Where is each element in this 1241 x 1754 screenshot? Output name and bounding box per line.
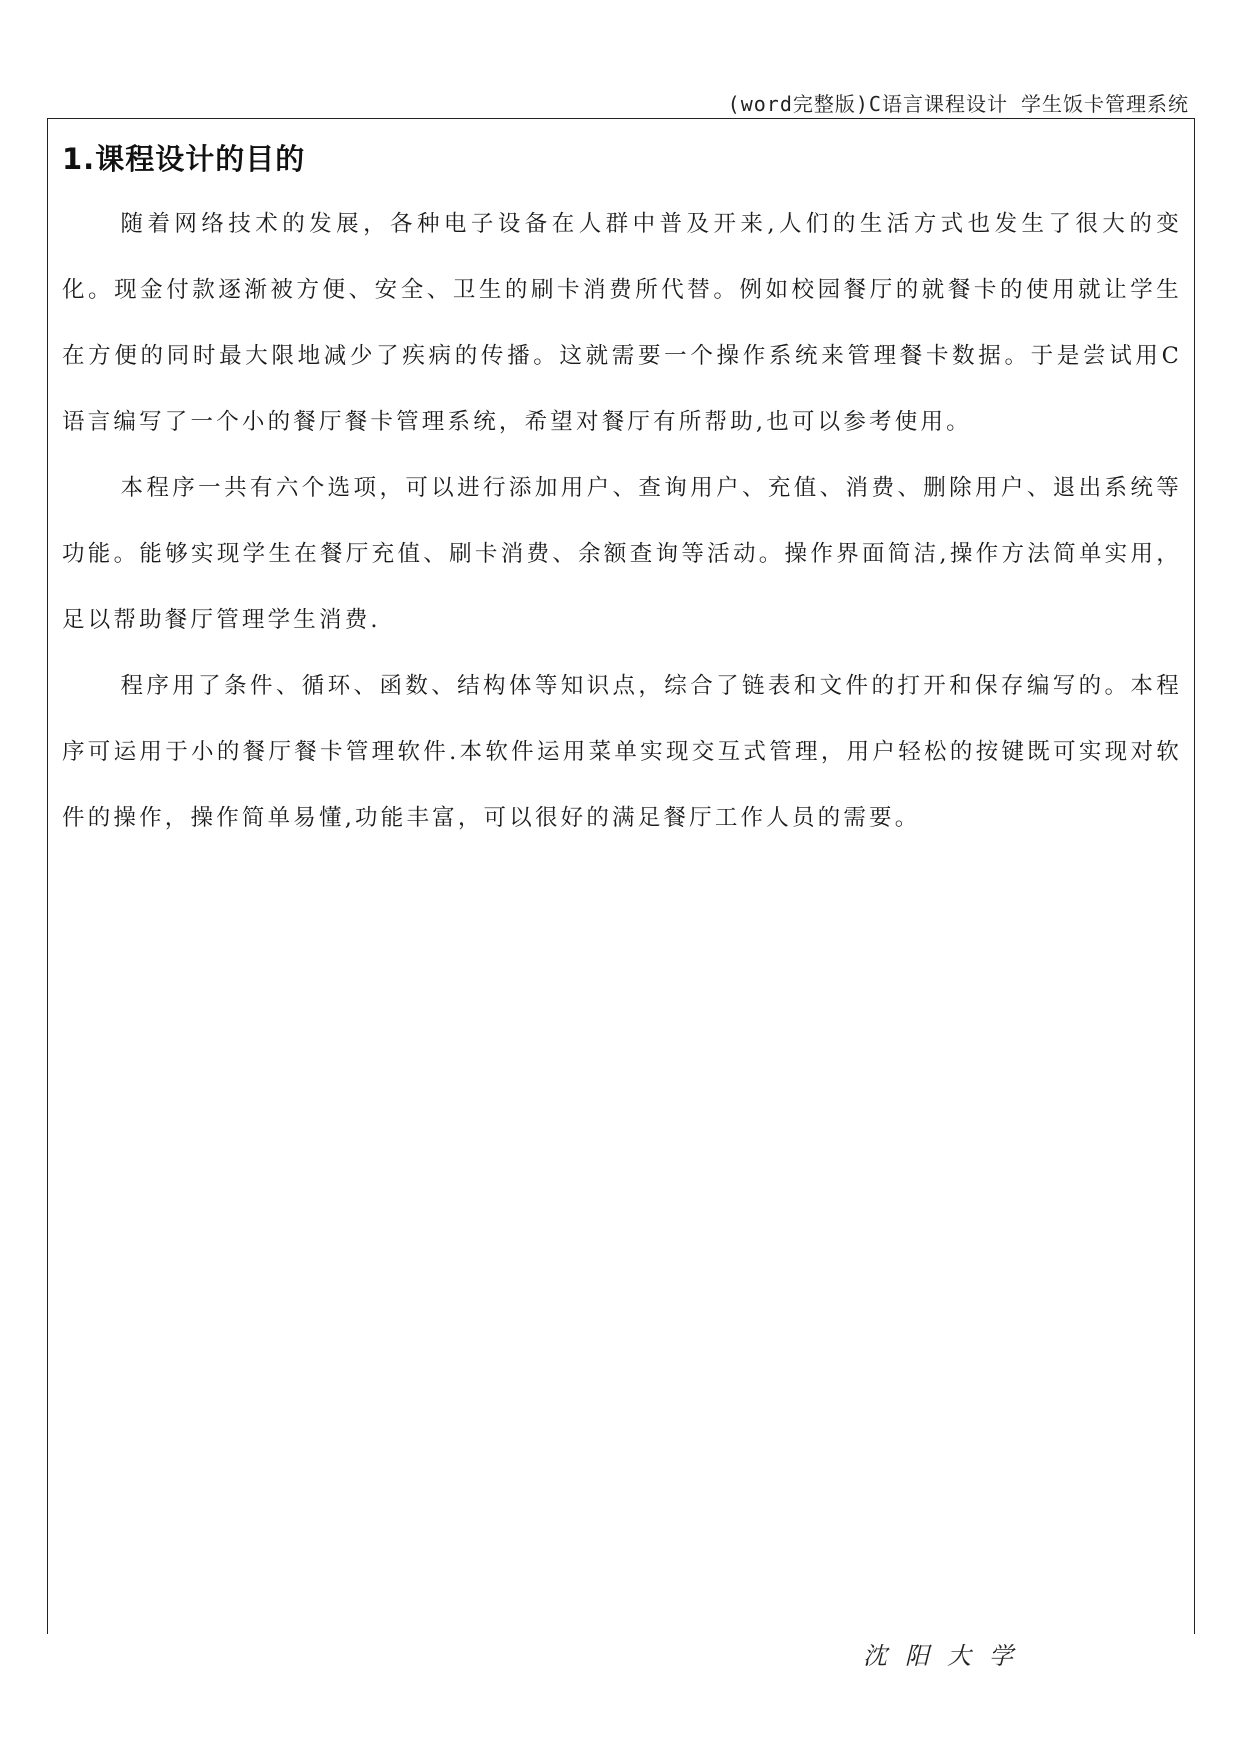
section-heading: 1.课程设计的目的	[62, 142, 306, 176]
body-text	[62, 191, 1182, 851]
running-header: (word完整版)C语言课程设计 学生饭卡管理系统	[727, 92, 1189, 116]
paragraph-purpose-intro: 随着网络技术的发展，各种电子设备在人群中普及开来,人们的生活方式也发生了很大的变化。现金付款逐渐被方便、安全、卫生的刷卡消费所代替。例如校园餐厅的就餐卡的使用就让学生在方便的同时最大限地减少了疾病的传播。这就需要一个操作系统来管理餐卡数据。于是尝试用C语言编写了一个小的餐厅餐卡管理系统，希望对餐厅有所帮助,也可以参考使用。	[62, 211, 1182, 435]
paragraph-program-features: 本程序一共有六个选项，可以进行添加用户、查询用户、充值、消费、删除用户、退出系统等功能。能够实现学生在餐厅充值、刷卡消费、余额查询等活动。操作界面简洁,操作方法简单实用，足以帮助餐厅管理学生消费.	[62, 475, 1182, 633]
paragraph-program-techniques: 程序用了条件、循环、函数、结构体等知识点，综合了链表和文件的打开和保存编写的。本程序可运用于小的餐厅餐卡管理软件.本软件运用菜单实现交互式管理，用户轻松的按键既可实现对软件的操作，操作简单易懂,功能丰富，可以很好的满足餐厅工作人员的需要。	[62, 673, 1182, 831]
footer-university: 沈阳大学	[863, 1642, 1031, 1670]
content-frame	[47, 118, 1195, 1634]
